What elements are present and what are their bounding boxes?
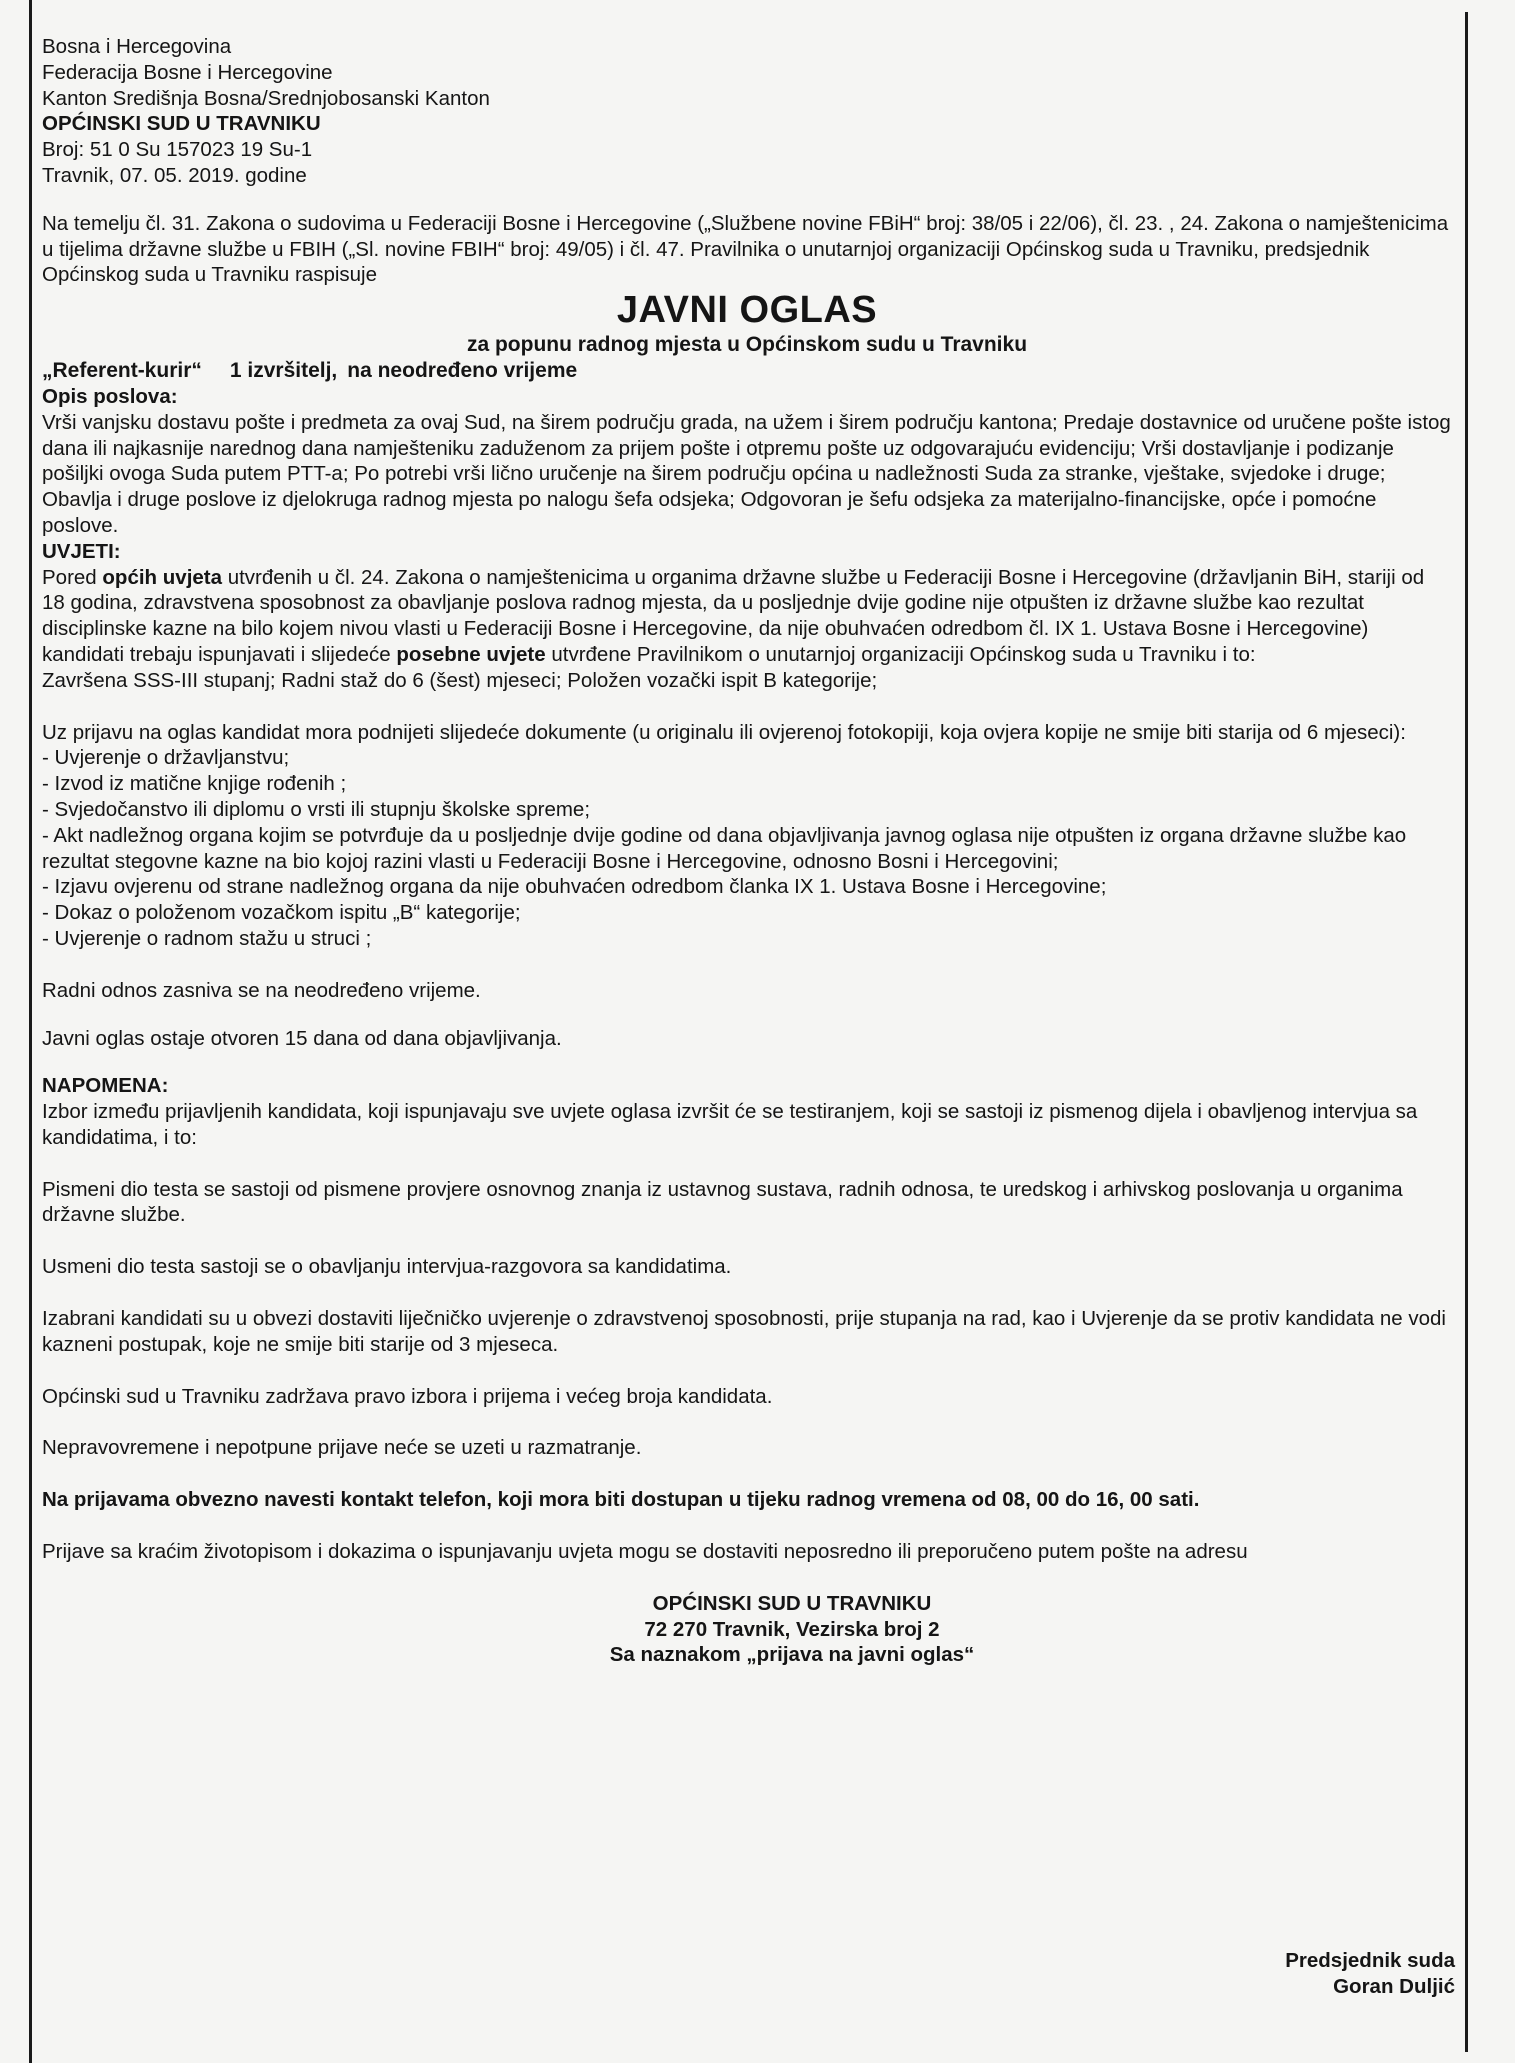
court-header [42, 34, 1452, 189]
address-block [132, 1591, 1452, 1668]
announcement-body [42, 34, 1452, 1668]
uvjeti-general-conditions: općih uvjeta [102, 565, 223, 589]
list-item: - Akt nadležnog organa kojim se potvrđuje da u posljednje dvije godine od dana objavljivanja javnog oglasa nije otpušten iz organa državne službe kao rezultat stegovne kazne na bio kojoj razini vlasti u Federaciji Bosne i Hercegovine, odnosno Bosni i Hercegovini; [42, 823, 1407, 873]
announcement-subtitle: za popunu radnog mjesta u Općinskom sudu u Travniku [466, 333, 1028, 357]
signature-title: Predsjednik suda [1285, 1949, 1455, 1972]
header-country: Bosna i Hercegovina [42, 35, 232, 58]
napomena-right: Općinski sud u Travniku zadržava pravo izbora i prijema i većeg broja kandidata. [42, 1384, 773, 1408]
header-canton: Kanton Središnja Bosna/Srednjobosanski Kanton [42, 86, 490, 110]
list-item: - Svjedočanstvo ili diplomu o vrsti ili stupnju školske spreme; [42, 797, 591, 821]
opis-heading: Opis poslova: [42, 384, 178, 408]
header-number: Broj: 51 0 Su 157023 19 Su-1 [42, 138, 313, 162]
napomena-written-test: Pismeni dio testa se sastoji od pismene provjere osnovnog znanja iz ustavnog sustava, radnih odnosa, te uredskog i arhivskog poslovanja u organima državne službe. [42, 1177, 1403, 1227]
left-border-line [29, 0, 32, 2063]
list-item: - Izvod iz matične knjige rođenih ; [42, 772, 347, 796]
documents-intro: Uz prijavu na oglas kandidat mora podnijeti slijedeće dokumente (u originalu ili ovjerenoj fotokopiji, koja ovjera kopije ne smije biti starija od 6 mjeseci): [42, 720, 1406, 744]
uvjeti-heading: UVJETI: [42, 539, 121, 563]
uvjeti-part2: utvrđenih u čl. 24. Zakona o namještenicima u organima državne službe u Federaciji Bosne i Hercegovine (državljanin BiH, stariji od 18 godina, zdravstvena sposobnost za obavljanje poslova radnog mjesta, da u posljednje dvije godine nije otpušten iz državne službe kao rezultat disciplinske kazne na bilo kojem nivou vlasti u Federaciji Bosne i Hercegovine, da nije obuhvaćen odredbom čl. IX 1. Ustava Bosne i Hercegovine) kandidati trebaju ispunjavati i slijedeće [42, 565, 1425, 666]
uvjeti-text [42, 565, 1452, 668]
position-term: na neodređeno vrijeme [347, 359, 578, 383]
header-court: OPĆINSKI SUD U TRAVNIKU [42, 112, 321, 136]
address-court: OPĆINSKI SUD U TRAVNIKU [652, 1591, 932, 1615]
napomena-oral-test: Usmeni dio testa sastoji se o obavljanju intervjua-razgovora sa kandidatima. [42, 1255, 732, 1279]
uvjeti-special-conditions: posebne uvjete [396, 642, 546, 666]
list-item: - Uvjerenje o radnom stažu u struci ; [42, 926, 372, 950]
napomena-heading: NAPOMENA: [42, 1074, 169, 1098]
position-name: „Referent-kurir“ [42, 359, 202, 383]
position-line [42, 358, 1452, 384]
uvjeti-part3: utvrđene Pravilnikom o unutarnjoj organizaciji Općinskog suda u Travniku i to: [545, 642, 1256, 666]
header-date: Travnik, 07. 05. 2019. godine [42, 163, 307, 187]
napomena-submission: Prijave sa kraćim životopisom i dokazima o ispunjavanju uvjeta mogu se dostaviti neposredno ili preporučeno putem pošte na adresu [42, 1540, 1248, 1564]
list-item: - Uvjerenje o državljanstvu; [42, 746, 290, 770]
employment-type: Radni odnos zasniva se na neodređeno vrijeme. [42, 978, 481, 1002]
list-item: - Izjavu ovjerenu od strane nadležnog organa da nije obuhvaćen odredbom članka IX 1. Ustava Bosne i Hercegovine; [42, 875, 1107, 899]
announcement-title: JAVNI OGLAS [616, 289, 878, 332]
address-street: 72 270 Travnik, Vezirska broj 2 [644, 1617, 940, 1641]
napomena-phone: Na prijavama obvezno navesti kontakt telefon, koji mora biti dostupan u tijeku radnog vremena od 08, 00 do 16, 00 sati. [42, 1488, 1200, 1512]
uvjeti-special-list: Završena SSS-III stupanj; Radni staž do 6 (šest) mjeseci; Položen vozački ispit B kategorije; [42, 668, 878, 692]
right-border-line [1465, 12, 1468, 2052]
signature-block [1285, 1948, 1455, 2000]
position-count: 1 izvršitelj, [229, 359, 338, 383]
napomena-late: Nepravovremene i nepotpune prijave neće se uzeti u razmatranje. [42, 1436, 642, 1460]
uvjeti-part1: Pored [42, 565, 103, 589]
address-note: Sa naznakom „prijava na javni oglas“ [609, 1643, 975, 1667]
documents-list [42, 745, 1452, 951]
opis-text: Vrši vanjsku dostavu pošte i predmeta za ovaj Sud, na širem području grada, na užem i širem području kantona; Predaje dostavnice od uručene pošte istog dana ili najkasnije narednog dana namješteniku zaduženom za prijem pošte i otpremu pošte uz odgovarajuću evidenciju; Vrši dostavljanje i podizanje pošiljki ovoga Suda putem PTT-a; Po potrebi vrši lično uručenje na širem području općina u nadležnosti Suda za stranke, vještake, svjedoke i druge; Obavlja i druge poslove iz djelokruga radnog mjesta po nalogu šefa odsjeka; Odgovoran je šefu odsjeka za materijalno-financijske, opće i pomoćne poslove. [42, 410, 1451, 537]
open-period: Javni oglas ostaje otvoren 15 dana od dana objavljivanja. [42, 1026, 562, 1050]
header-federation: Federacija Bosne i Hercegovine [42, 60, 333, 84]
napomena-selection: Izbor između prijavljenih kandidata, koji ispunjavaju sve uvjete oglasa izvršit će se testiranjem, koji se sastoji iz pismenog dijela i obavljenog intervjua sa kandidatima, i to: [42, 1100, 1418, 1149]
intro-paragraph: Na temelju čl. 31. Zakona o sudovima u Federaciji Bosne i Hercegovine („Službene novine FBiH“ broj: 38/05 i 22/06), čl. 23. , 24. Zakona o namještenicima u tijelima državne službe u FBIH („Sl. novine FBIH“ broj: 49/05) i čl. 47. Pravilnika o unutarnjoj organizaciji Općinskog suda u Travniku, predsjednik Općinskog suda u Travniku raspisuje [42, 211, 1449, 287]
signature-name: Goran Duljić [1333, 1975, 1455, 1998]
list-item: - Dokaz o položenom vozačkom ispitu „B“ kategorije; [42, 901, 521, 925]
napomena-medical: Izabrani kandidati su u obvezi dostaviti liječničko uvjerenje o zdravstvenoj sposobnosti, prije stupanja na rad, kao i Uvjerenje da se protiv kandidata ne vodi kazneni postupak, koje ne smije biti starije od 3 mjeseca. [42, 1307, 1446, 1356]
